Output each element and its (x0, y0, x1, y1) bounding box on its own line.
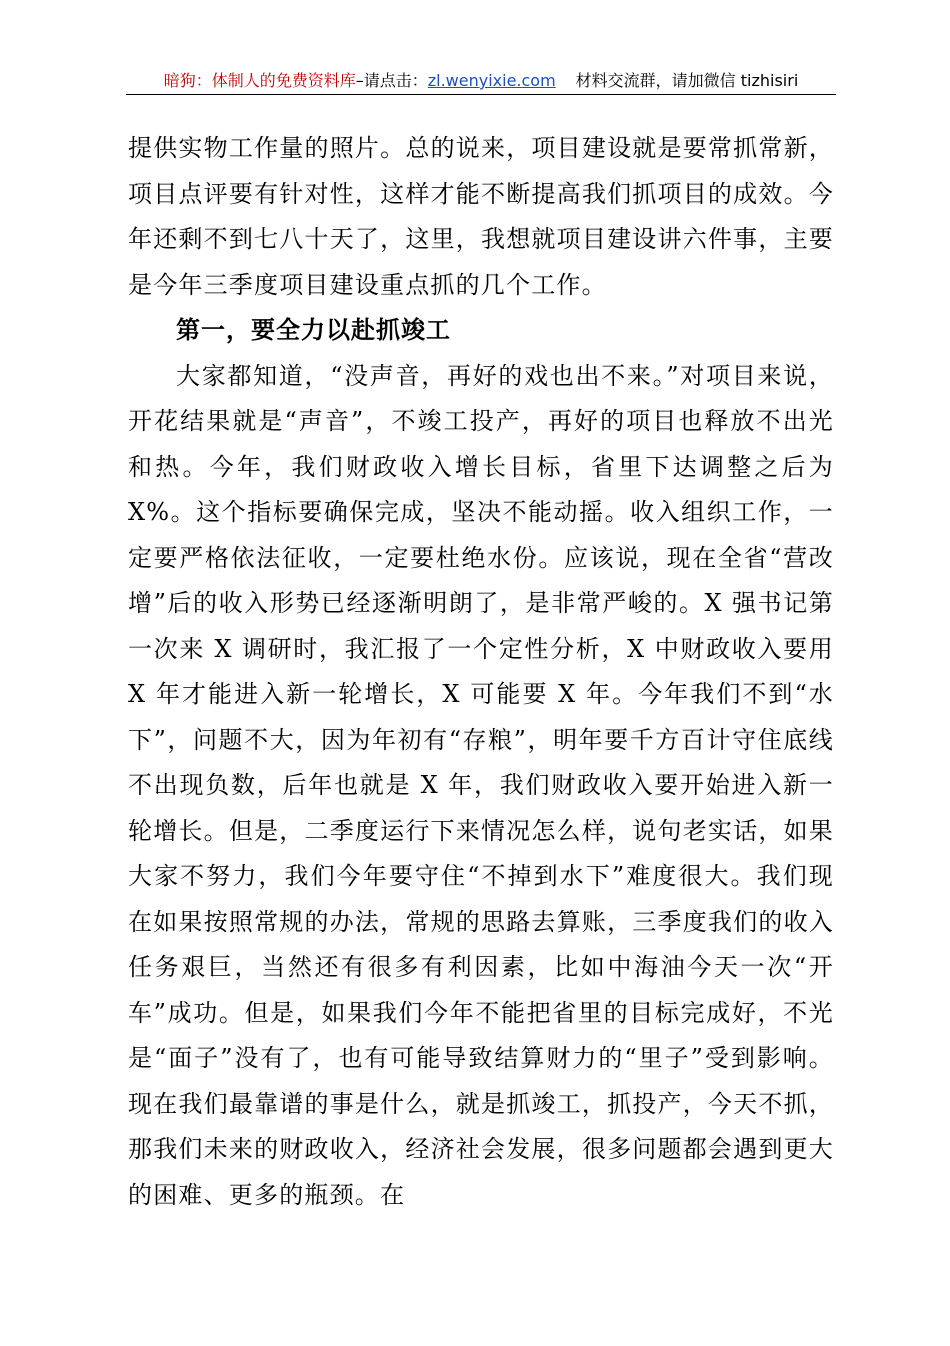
header-brand: 暗狗：体制人的免费资料库 (163, 71, 356, 90)
header-contact: 材料交流群，请加微信 tizhisiri (575, 71, 799, 90)
page-header (126, 68, 836, 95)
header-prompt: –请点击： (355, 71, 428, 90)
section-heading: 第一，要全力以赴抓竣工 (176, 316, 451, 344)
header-link[interactable]: zl.wenyixie.com (427, 71, 556, 90)
document-body (128, 126, 834, 1218)
paragraph-main: 大家都知道，“没声音，再好的戏也出不来。”对项目来说，开花结果就是“声音”，不竣工投产，再好的项目也释放不出光和热。今年，我们财政收入增长目标，省里下达调整之后为 X%。这个指标要确保完成，坚决不能动摇。收入组织工作，一定要严格依法征收，一定要杜绝水份。应该说，现在全省“营改增”后的收入形势已经逐渐明朗了，是非常严峻的。X 强书记第一次来 X 调研时，我汇报了一个定性分析，X 中财政收入要用 X 年才能进入新一轮增长，X 可能要 X 年。今年我们不到“水下”，问题不大，因为年初有“存粮”，明年要千方百计守住底线不出现负数，后年也就是 X 年，我们财政收入要开始进入新一轮增长。但是，二季度运行下来情况怎么样，说句老实话，如果大家不努力，我们今年要守住“不掉到水下”难度很大。我们现在如果按照常规的办法，常规的思路去算账，三季度我们的收入任务艰巨，当然还有很多有利因素，比如中海油今天一次“开车”成功。但是，如果我们今年不能把省里的目标完成好，不光是“面子”没有了，也有可能导致结算财力的“里子”受到影响。现在我们最靠谱的事是什么，就是抓竣工，抓投产，今天不抓，那我们未来的财政收入，经济社会发展，很多问题都会遇到更大的困难、更多的瓶颈。在 (128, 361, 834, 1209)
paragraph-continued: 提供实物工作量的照片。总的说来，项目建设就是要常抓常新，项目点评要有针对性，这样才能不断提高我们抓项目的成效。今年还剩不到七八十天了，这里，我想就项目建设讲六件事，主要是今年三季度项目建设重点抓的几个工作。 (128, 134, 834, 299)
